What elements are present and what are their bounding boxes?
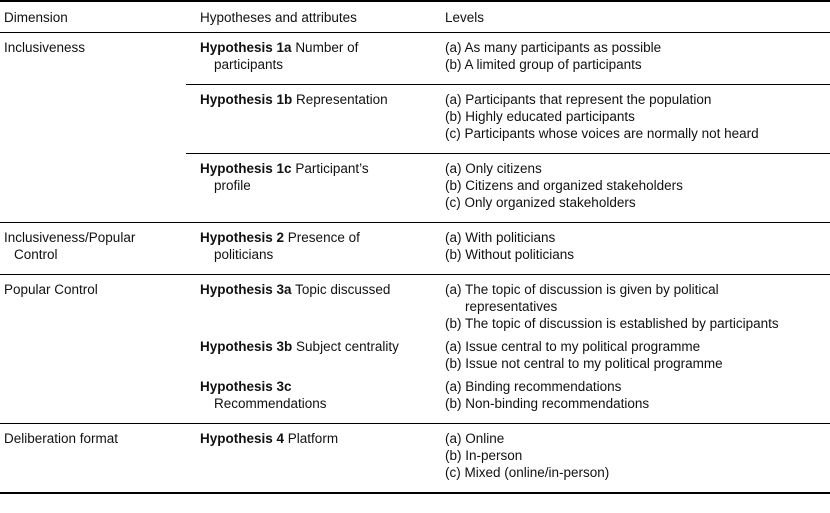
level-item: (b) The topic of discussion is established by participants [445,316,779,331]
level-item: (a) Participants that represent the population [445,92,712,107]
hypothesis-cell [186,33,443,85]
hypothesis-id: Hypothesis 4 [200,431,285,446]
row-hypothesis-3a [0,275,830,336]
level-item: (a) Issue central to my political programme [445,339,701,354]
level-item: (c) Only organized stakeholders [445,195,636,210]
hypothesis-cell [186,275,443,336]
dimension-cell [0,33,186,223]
level-item: (a) As many participants as possible [445,40,662,55]
hypothesis-id: Hypothesis 1c [200,161,292,176]
dimension-cell [0,223,186,275]
hypothesis-cell [186,424,443,494]
level-item: (a) Binding recommendations [445,379,622,394]
dimension-label: Inclusiveness [4,40,86,55]
level-item: (c) Participants whose voices are normally not heard [445,126,759,141]
row-hypothesis-2 [0,223,830,275]
level-item: (b) A limited group of participants [445,57,642,72]
hypothesis-cell [186,375,443,424]
hypothesis-attribute: Subject centrality [296,339,399,354]
hypothesis-attribute: Number of participants [214,40,359,72]
level-item: (b) Issue not central to my political programme [445,356,723,371]
column-header-levels: Levels [443,1,830,33]
hypothesis-attribute: Representation [296,92,388,107]
levels-cell [443,154,830,223]
level-item: (b) Without politicians [445,247,575,262]
hypothesis-cell [186,154,443,223]
row-hypothesis-4 [0,424,830,494]
level-item: (b) In-person [445,448,523,463]
column-header-dimension: Dimension [0,1,186,33]
level-item: (b) Citizens and organized stakeholders [445,178,683,193]
header-row [0,1,830,33]
dimension-label: Deliberation format [4,431,119,446]
hypothesis-cell [186,223,443,275]
hypothesis-cell [186,335,443,375]
hypothesis-id: Hypothesis 3c [200,379,292,394]
level-item: (a) Only citizens [445,161,542,176]
level-item: (a) With politicians [445,230,556,245]
hypothesis-attribute: Recommendations [214,396,327,411]
dimension-label: Popular Control [4,282,98,297]
level-item: (c) Mixed (online/in-person) [445,465,610,480]
hypothesis-id: Hypothesis 1a [200,40,292,55]
dimension-label: Inclusiveness/Popular Control [4,230,136,262]
levels-cell [443,275,830,336]
level-item: (b) Non-binding recommendations [445,396,650,411]
levels-cell [443,375,830,424]
column-header-hypotheses: Hypotheses and attributes [186,1,443,33]
levels-cell [443,85,830,154]
dimension-cell [0,275,186,424]
level-item: (b) Highly educated participants [445,109,635,124]
hypothesis-attribute: Topic discussed [295,282,391,297]
levels-cell [443,223,830,275]
hypothesis-attribute: Participant’s profile [214,161,369,193]
dimension-cell [0,424,186,494]
hypothesis-id: Hypothesis 1b [200,92,293,107]
levels-cell [443,335,830,375]
level-item: (a) The topic of discussion is given by political representatives [445,282,719,314]
hypothesis-cell [186,85,443,154]
hypothesis-attribute: Platform [287,431,339,446]
levels-cell [443,33,830,85]
hypothesis-attribute: Presence of politicians [214,230,360,262]
row-hypothesis-1a [0,33,830,85]
hypothesis-id: Hypothesis 3b [200,339,293,354]
hypothesis-id: Hypothesis 2 [200,230,285,245]
level-item: (a) Online [445,431,505,446]
levels-cell [443,424,830,494]
hypothesis-id: Hypothesis 3a [200,282,292,297]
